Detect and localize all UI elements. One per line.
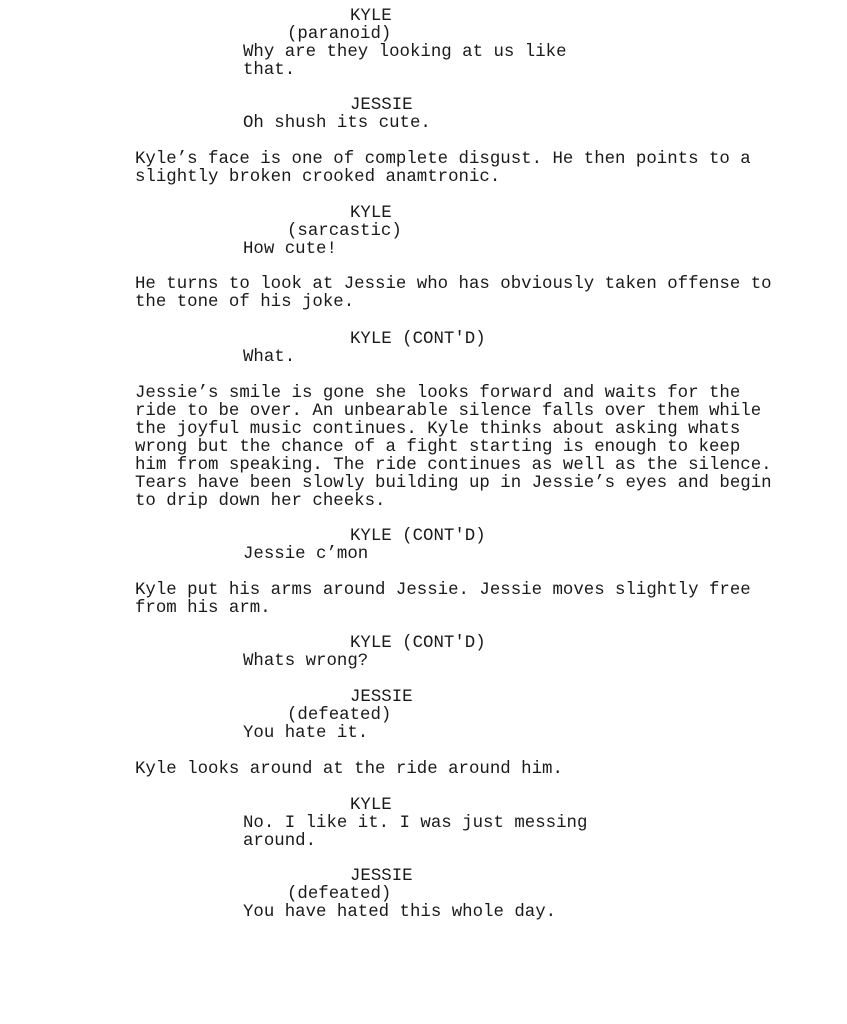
character-cue: KYLE (CONT'D) bbox=[350, 527, 486, 546]
dialogue: You hate it. bbox=[243, 724, 369, 743]
dialogue: How cute! bbox=[243, 240, 337, 259]
character-cue: KYLE (CONT'D) bbox=[350, 330, 486, 349]
action-line: Kyle put his arms around Jessie. Jessie moves slightly free from his arm. bbox=[135, 581, 751, 618]
dialogue: No. I like it. I was just messing around. bbox=[243, 814, 588, 851]
dialogue: Oh shush its cute. bbox=[243, 114, 431, 133]
character-cue: KYLE bbox=[350, 7, 392, 26]
parenthetical: (sarcastic) bbox=[287, 222, 402, 241]
character-cue: KYLE bbox=[350, 796, 392, 815]
action-line: Kyle looks around at the ride around him. bbox=[135, 760, 563, 779]
dialogue: Jessie c’mon bbox=[243, 545, 369, 564]
character-cue: JESSIE bbox=[350, 867, 413, 886]
dialogue: What. bbox=[243, 348, 296, 367]
character-cue: JESSIE bbox=[350, 96, 413, 115]
character-cue: JESSIE bbox=[350, 688, 413, 707]
character-cue: KYLE bbox=[350, 204, 392, 223]
action-line: Kyle’s face is one of complete disgust. He then points to a slightly broken crooked anamtronic. bbox=[135, 150, 751, 187]
dialogue: You have hated this whole day. bbox=[243, 903, 557, 922]
dialogue: Whats wrong? bbox=[243, 652, 369, 671]
action-line: He turns to look at Jessie who has obviously taken offense to the tone of his joke. bbox=[135, 275, 772, 312]
parenthetical: (defeated) bbox=[287, 706, 392, 725]
parenthetical: (paranoid) bbox=[287, 25, 392, 44]
parenthetical: (defeated) bbox=[287, 885, 392, 904]
dialogue: Why are they looking at us like that. bbox=[243, 43, 567, 80]
character-cue: KYLE (CONT'D) bbox=[350, 634, 486, 653]
action-line: Jessie’s smile is gone she looks forward and waits for the ride to be over. An unbearable silence falls over them while the joyful music continues. Kyle thinks about asking whats wrong but the chance of a fight starting is enough to keep him from speaking. The ride continues as well as the silence. Tears have been slowly building up in Jessie’s eyes and begin to drip down her cheeks. bbox=[135, 384, 772, 511]
